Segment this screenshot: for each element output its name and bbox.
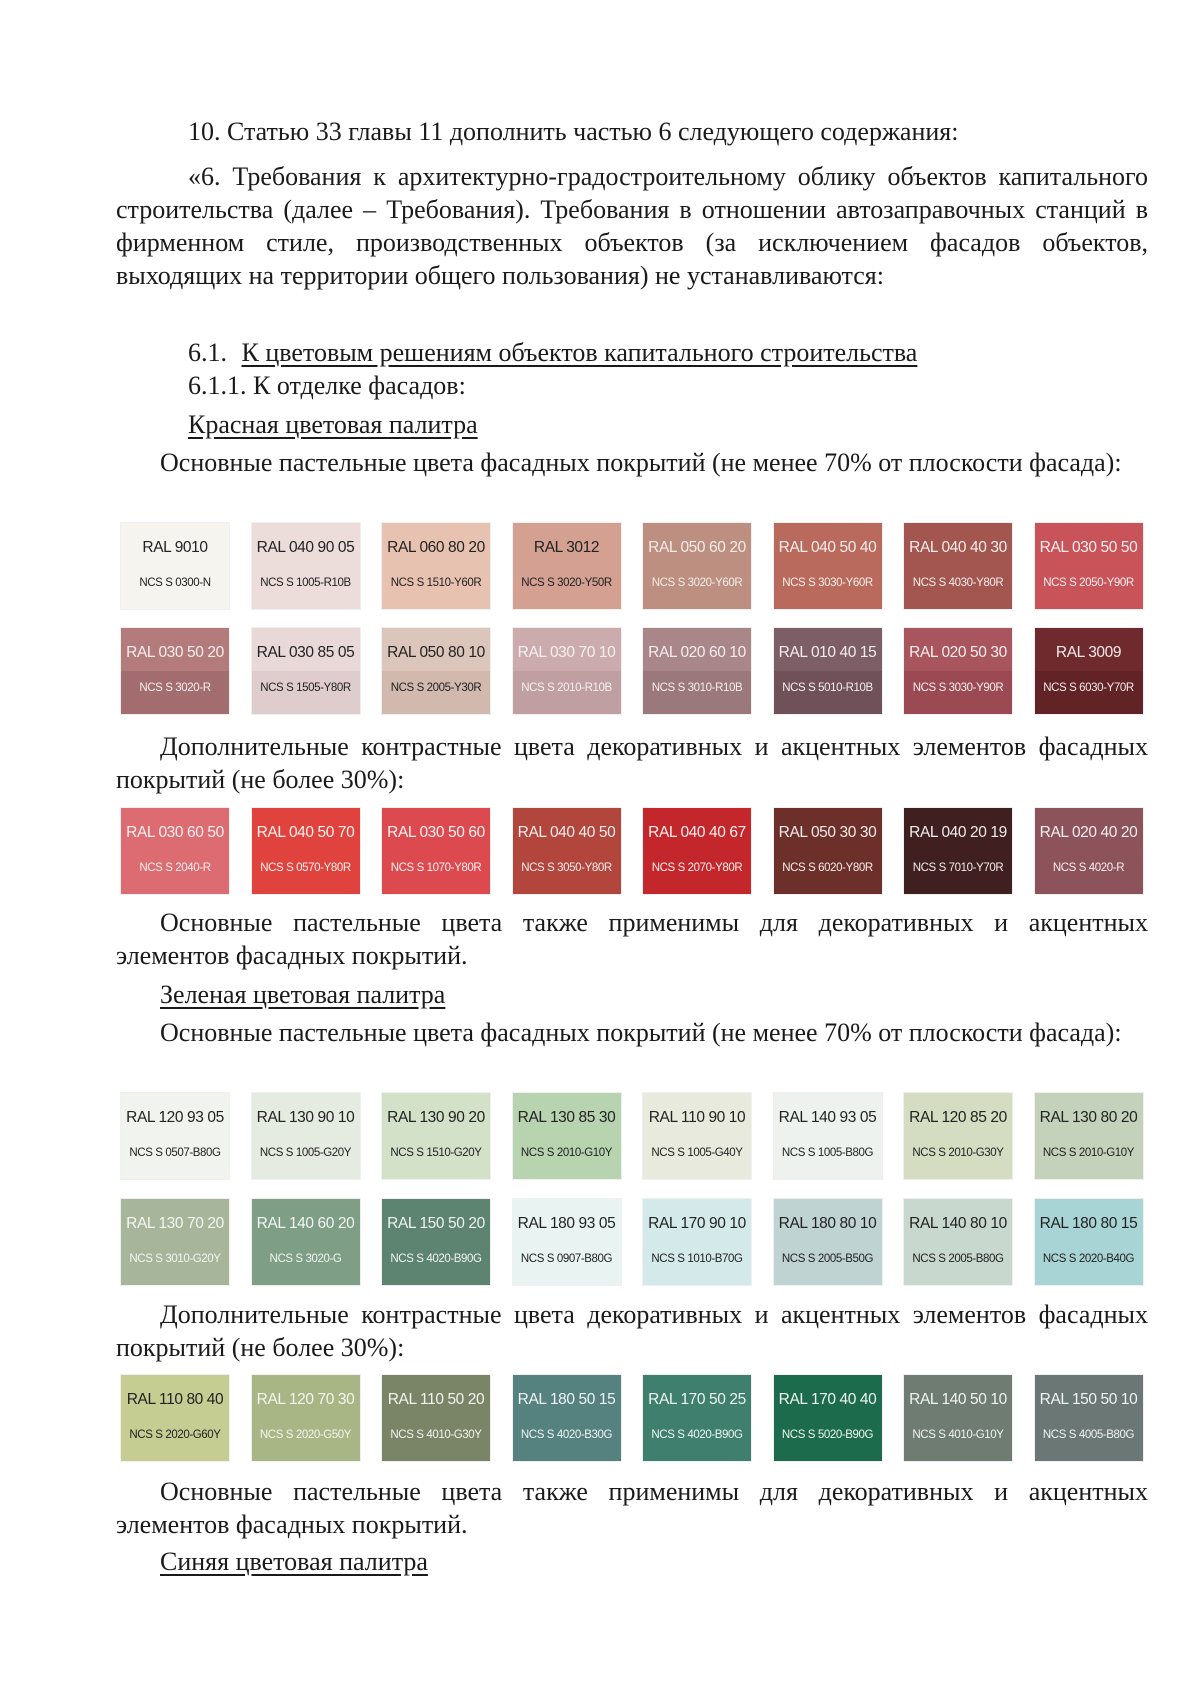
ncs-code: NCS S 1005-G20Y (259, 1147, 352, 1159)
ncs-code: NCS S 2010-R10B (521, 682, 612, 694)
green-main-row-1 (121, 1093, 1145, 1179)
color-swatch (382, 1375, 490, 1461)
color-swatch (904, 1375, 1012, 1461)
ncs-code: NCS S 0507-B80G (129, 1147, 221, 1159)
ncs-code: NCS S 0570-Y80R (260, 862, 351, 874)
ral-code: RAL 130 90 20 (387, 1109, 485, 1126)
ncs-code: NCS S 4030-Y80R (912, 577, 1004, 589)
ral-code: RAL 120 70 30 (256, 1391, 355, 1408)
green-note: Основные пастельные цвета также применимы для декоративных и акцентных элементов фасадных покрытий. (116, 1477, 1148, 1539)
green-accent-row (121, 1375, 1145, 1461)
ral-code: RAL 3012 (533, 539, 600, 556)
ncs-code: NCS S 1010-B70G (651, 1253, 743, 1265)
green-accent-description: Дополнительные контрастные цвета декоративных и акцентных элементов фасадных покрытий (не более 30%): (116, 1300, 1148, 1362)
color-swatch (774, 808, 882, 894)
color-swatch (904, 1199, 1012, 1285)
color-swatch (121, 1199, 229, 1285)
ral-code: RAL 040 50 40 (778, 539, 877, 556)
ncs-code: NCS S 4010-G10Y (912, 1429, 1004, 1441)
heading-6-1-1: 6.1.1. К отделке фасадов: (188, 371, 466, 400)
ral-code: RAL 050 30 30 (778, 824, 877, 841)
ral-code: RAL 040 40 67 (648, 824, 746, 841)
ncs-code: NCS S 4010-G30Y (390, 1429, 482, 1441)
ncs-code: NCS S 1510-G20Y (390, 1147, 482, 1159)
ncs-code: NCS S 3010-R10B (651, 682, 743, 694)
ral-code: RAL 180 80 15 (1039, 1215, 1138, 1232)
color-swatch (774, 1199, 882, 1285)
ncs-code: NCS S 6020-Y80R (782, 862, 873, 874)
ral-code: RAL 140 60 20 (256, 1215, 355, 1232)
ncs-code: NCS S 3030-Y60R (782, 577, 873, 589)
ral-code: RAL 120 93 05 (126, 1109, 224, 1126)
color-swatch (513, 628, 621, 714)
ral-code: RAL 130 90 10 (256, 1109, 355, 1126)
ral-code: RAL 150 50 10 (1039, 1391, 1138, 1408)
ral-code: RAL 3009 (1055, 644, 1122, 661)
color-swatch (121, 1093, 229, 1179)
color-swatch (252, 523, 360, 609)
color-swatch (904, 808, 1012, 894)
color-swatch (513, 1199, 621, 1285)
ral-code: RAL 020 60 10 (648, 644, 746, 661)
ncs-code: NCS S 2005-B80G (912, 1253, 1004, 1265)
ral-code: RAL 130 85 30 (517, 1109, 616, 1126)
ral-code: RAL 010 40 15 (778, 644, 877, 661)
ral-code: RAL 030 50 20 (126, 644, 224, 661)
green-main-description: Основные пастельные цвета фасадных покрытий (не менее 70% от плоскости фасада): (160, 1018, 1122, 1047)
heading-6-1-text: К цветовым решениям объектов капитального строительства (241, 338, 918, 367)
color-swatch (643, 1093, 751, 1179)
color-swatch (643, 808, 751, 894)
ral-code: RAL 180 50 15 (517, 1391, 616, 1408)
ncs-code: NCS S 3020-Y60R (651, 577, 743, 589)
ncs-code: NCS S 4005-B80G (1042, 1429, 1135, 1441)
color-swatch (1035, 1375, 1143, 1461)
red-main-row-2 (121, 628, 1145, 714)
color-swatch (513, 1375, 621, 1461)
color-swatch (904, 523, 1012, 609)
color-swatch (252, 1093, 360, 1179)
ral-code: RAL 170 50 25 (648, 1391, 746, 1408)
ncs-code: NCS S 3020-G (269, 1253, 342, 1265)
ral-code: RAL 120 85 20 (909, 1109, 1007, 1126)
ncs-code: NCS S 4020-B90G (390, 1253, 482, 1265)
ral-code: RAL 030 70 10 (517, 644, 616, 661)
paragraph-requirements: «6. Требования к архитектурно-градостроительному облику объектов капитального строительства (далее – Требования). Требования в отношении автозаправочных станций в фирменном стиле, производственных объектов (за исключением фасадов объектов, выходящих на территории общего пользования) не устанавливаются: (116, 162, 1148, 290)
ncs-code: NCS S 2050-Y90R (1043, 577, 1134, 589)
ncs-code: NCS S 2020-B40G (1042, 1253, 1135, 1265)
color-swatch (904, 1093, 1012, 1179)
ral-code: RAL 140 50 10 (909, 1391, 1007, 1408)
ral-code: RAL 040 20 19 (909, 824, 1007, 841)
ral-code: RAL 170 40 40 (778, 1391, 877, 1408)
color-swatch (121, 628, 229, 714)
ncs-code: NCS S 1005-G40Y (651, 1147, 743, 1159)
ral-code: RAL 170 90 10 (648, 1215, 746, 1232)
color-swatch (382, 1093, 490, 1179)
ncs-code: NCS S 3030-Y90R (912, 682, 1004, 694)
color-swatch (382, 1199, 490, 1285)
ncs-code: NCS S 0300-N (139, 577, 211, 589)
ncs-code: NCS S 1005-B80G (781, 1147, 874, 1159)
red-accent-description: Дополнительные контрастные цвета декоративных и акцентных элементов фасадных покрытий (не более 30%): (116, 732, 1148, 794)
ncs-code: NCS S 1505-Y80R (260, 682, 351, 694)
color-swatch (252, 808, 360, 894)
heading-6-1 (188, 336, 917, 369)
ral-code: RAL 180 93 05 (517, 1215, 616, 1232)
ral-code: RAL 030 60 50 (126, 824, 224, 841)
red-main-row-1 (121, 523, 1145, 609)
color-swatch (774, 1093, 882, 1179)
color-swatch (121, 523, 229, 609)
color-swatch (382, 808, 490, 894)
ral-code: RAL 060 80 20 (387, 539, 485, 556)
color-swatch (252, 1199, 360, 1285)
ral-code: RAL 020 50 30 (909, 644, 1007, 661)
ral-code: RAL 020 40 20 (1039, 824, 1138, 841)
ncs-code: NCS S 1005-R10B (260, 577, 351, 589)
ral-code: RAL 040 50 70 (256, 824, 355, 841)
color-swatch (774, 628, 882, 714)
ral-code: RAL 110 50 20 (387, 1391, 485, 1408)
red-note: Основные пастельные цвета также применимы для декоративных и акцентных элементов фасадных покрытий. (116, 908, 1148, 970)
color-swatch (774, 523, 882, 609)
color-swatch (121, 808, 229, 894)
ral-code: RAL 030 50 50 (1039, 539, 1138, 556)
color-swatch (513, 808, 621, 894)
ncs-code: NCS S 7010-Y70R (912, 862, 1004, 874)
color-swatch (774, 1375, 882, 1461)
ncs-code: NCS S 2040-R (139, 862, 211, 874)
ral-code: RAL 040 40 30 (909, 539, 1007, 556)
ncs-code: NCS S 5010-R10B (782, 682, 873, 694)
ral-code: RAL 040 90 05 (256, 539, 355, 556)
red-accent-row (121, 808, 1145, 894)
ncs-code: NCS S 2020-G50Y (259, 1429, 352, 1441)
ral-code: RAL 050 60 20 (648, 539, 746, 556)
ncs-code: NCS S 2010-G10Y (520, 1147, 613, 1159)
color-swatch (643, 1199, 751, 1285)
ncs-code: NCS S 1070-Y80R (390, 862, 482, 874)
ral-code: RAL 140 80 10 (909, 1215, 1007, 1232)
ncs-code: NCS S 3050-Y80R (521, 862, 612, 874)
color-swatch (643, 523, 751, 609)
color-swatch (1035, 628, 1143, 714)
color-swatch (643, 1375, 751, 1461)
color-swatch (1035, 1093, 1143, 1179)
color-swatch (252, 628, 360, 714)
color-swatch (513, 523, 621, 609)
ncs-code: NCS S 2020-G60Y (129, 1429, 221, 1441)
heading-6-1-number: 6.1. (188, 338, 227, 367)
ncs-code: NCS S 4020-R (1052, 862, 1125, 874)
ral-code: RAL 140 93 05 (778, 1109, 877, 1126)
color-swatch (643, 628, 751, 714)
ncs-code: NCS S 3020-R (139, 682, 211, 694)
color-swatch (513, 1093, 621, 1179)
ncs-code: NCS S 6030-Y70R (1043, 682, 1134, 694)
color-swatch (121, 1375, 229, 1461)
ral-code: RAL 130 80 20 (1039, 1109, 1138, 1126)
ral-code: RAL 050 80 10 (387, 644, 485, 661)
color-swatch (382, 628, 490, 714)
ral-code: RAL 9010 (142, 539, 208, 556)
color-swatch (1035, 1199, 1143, 1285)
green-main-row-2 (121, 1199, 1145, 1285)
red-palette-title: Красная цветовая палитра (188, 410, 478, 439)
ral-code: RAL 110 90 10 (648, 1109, 746, 1126)
color-swatch (1035, 808, 1143, 894)
red-main-description: Основные пастельные цвета фасадных покрытий (не менее 70% от плоскости фасада): (160, 448, 1122, 477)
ral-code: RAL 180 80 10 (778, 1215, 877, 1232)
green-palette-title: Зеленая цветовая палитра (160, 980, 446, 1009)
ral-code: RAL 040 40 50 (517, 824, 616, 841)
ral-code: RAL 030 85 05 (256, 644, 355, 661)
ncs-code: NCS S 2070-Y80R (651, 862, 743, 874)
color-swatch (1035, 523, 1143, 609)
ncs-code: NCS S 2010-G30Y (912, 1147, 1004, 1159)
ral-code: RAL 110 80 40 (126, 1391, 224, 1408)
ncs-code: NCS S 4020-B30G (520, 1429, 613, 1441)
color-swatch (382, 523, 490, 609)
ncs-code: NCS S 4020-B90G (651, 1429, 743, 1441)
paragraph-article-33: 10. Статью 33 главы 11 дополнить частью 6 следующего содержания: (188, 117, 959, 146)
ral-code: RAL 030 50 60 (387, 824, 485, 841)
ncs-code: NCS S 2005-B50G (781, 1253, 874, 1265)
ral-code: RAL 130 70 20 (126, 1215, 224, 1232)
ncs-code: NCS S 0907-B80G (520, 1253, 613, 1265)
ncs-code: NCS S 3010-G20Y (129, 1253, 221, 1265)
ncs-code: NCS S 2005-Y30R (390, 682, 482, 694)
ral-code: RAL 150 50 20 (387, 1215, 485, 1232)
ncs-code: NCS S 1510-Y60R (390, 577, 482, 589)
ncs-code: NCS S 3020-Y50R (521, 577, 612, 589)
ncs-code: NCS S 5020-B90G (781, 1429, 874, 1441)
ncs-code: NCS S 2010-G10Y (1042, 1147, 1135, 1159)
color-swatch (252, 1375, 360, 1461)
color-swatch (904, 628, 1012, 714)
blue-palette-title: Синяя цветовая палитра (160, 1547, 428, 1576)
